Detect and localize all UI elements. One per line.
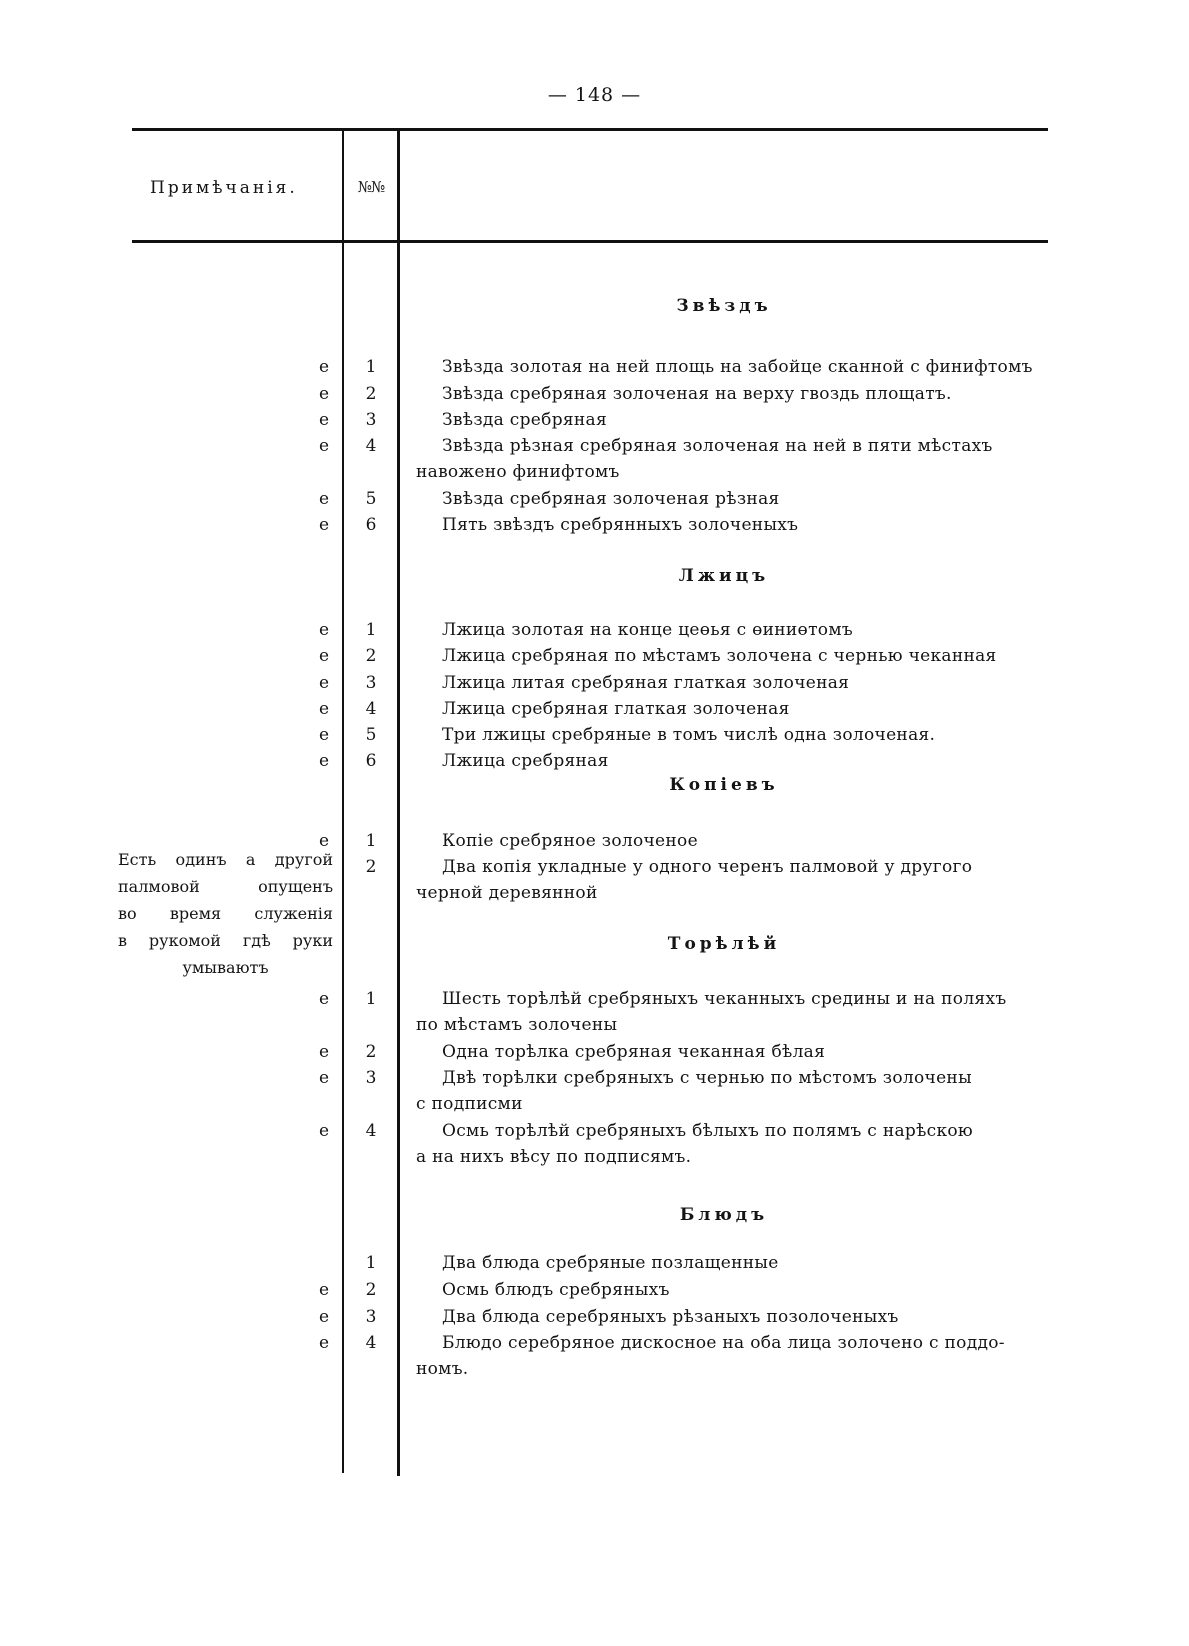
row-text: Два копія укладные у одного черенъ палмовой у другого [442, 857, 973, 877]
side-note-line: Есть одинъ а другой [118, 850, 333, 869]
inventory-row [0, 643, 1189, 669]
row-text-continuation: номъ. [416, 1359, 469, 1379]
row-note: е [318, 1042, 329, 1062]
row-text: Осмь блюдъ сребряныхъ [442, 1280, 670, 1300]
inventory-row [0, 1065, 1189, 1091]
row-number: 3 [365, 1068, 377, 1088]
section-title: Торѣлѣй [667, 934, 781, 954]
row-number: 2 [365, 1280, 377, 1300]
row-number: 2 [365, 857, 377, 877]
row-note: е [318, 1307, 329, 1327]
inventory-row [0, 1277, 1189, 1303]
row-number: 2 [365, 646, 377, 666]
inventory-row [0, 1118, 1189, 1144]
row-text: Блюдо серебряное дискосное на оба лица золочено с поддо- [442, 1333, 1005, 1353]
inventory-row [0, 748, 1189, 774]
row-text: Три лжицы сребряные в томъ числѣ одна золоченая. [442, 725, 936, 745]
row-text: Звѣзда золотая на ней площь на забойце сканной с финифтомъ [442, 357, 1033, 377]
row-note: е [318, 515, 329, 535]
inventory-row [0, 433, 1189, 459]
inventory-row [0, 512, 1189, 538]
inventory-row-continuation [0, 1144, 1189, 1170]
row-note: е [318, 410, 329, 430]
row-number: 4 [365, 699, 377, 719]
row-text: Двѣ торѣлки сребряныхъ с чернью по мѣстомъ золочены [442, 1068, 972, 1088]
inventory-row [0, 381, 1189, 407]
row-note: е [318, 1121, 329, 1141]
row-text: Копіе сребряное золоченое [442, 831, 698, 851]
inventory-row [0, 986, 1189, 1012]
row-note: е [318, 989, 329, 1009]
row-text: Лжица литая сребряная глаткая золоченая [442, 673, 850, 693]
row-text-continuation: черной деревянной [416, 883, 598, 903]
side-note-line: в рукомой гдѣ руки [118, 931, 333, 950]
row-note: е [318, 725, 329, 745]
row-note: е [318, 751, 329, 771]
notes-column-header: Примѣчанія. [150, 178, 298, 198]
row-number: 1 [365, 1253, 377, 1273]
section-title: Блюдъ [679, 1205, 769, 1225]
row-note: е [318, 384, 329, 404]
row-number: 2 [365, 384, 377, 404]
row-text-continuation: навожено финифтомъ [416, 462, 620, 482]
section-title: Лжицъ [678, 566, 770, 586]
row-text: Лжица сребряная [442, 751, 609, 771]
section-title: Копіевъ [669, 775, 779, 795]
inventory-row [0, 696, 1189, 722]
section-title: Звѣздъ [676, 296, 772, 316]
row-number: 3 [365, 410, 377, 430]
inventory-row-continuation [0, 1091, 1189, 1117]
row-note: е [318, 436, 329, 456]
row-text: Лжица сребряная глаткая золоченая [442, 699, 790, 719]
side-note-line: умываютъ [182, 958, 269, 977]
side-note-line: палмовой опущенъ [118, 877, 333, 896]
row-text: Пять звѣздъ сребрянныхъ золоченыхъ [442, 515, 799, 535]
row-text-continuation: с подписми [416, 1094, 523, 1114]
row-text: Лжица сребряная по мѣстамъ золочена с чернью чеканная [442, 646, 997, 666]
row-text-continuation: а на нихъ вѣсу по подписямъ. [416, 1147, 692, 1167]
row-text: Звѣзда сребряная [442, 410, 607, 430]
inventory-row [0, 617, 1189, 643]
row-text: Шесть торѣлѣй сребряныхъ чеканныхъ средины и на поляхъ [442, 989, 1007, 1009]
row-text: Звѣзда сребряная золоченая рѣзная [442, 489, 780, 509]
row-note: е [318, 646, 329, 666]
row-note: е [318, 1068, 329, 1088]
row-text: Лжица золотая на конце цеөья с өиниөтомъ [442, 620, 853, 640]
row-text: Два блюда серебряныхъ рѣзаныхъ позолоченыхъ [442, 1307, 899, 1327]
row-text: Одна торѣлка сребряная чеканная бѣлая [442, 1042, 826, 1062]
row-text: Осмь торѣлѣй сребряныхъ бѣлыхъ по полямъ с нарѣскою [442, 1121, 974, 1141]
row-note: е [318, 673, 329, 693]
row-number: 1 [365, 357, 377, 377]
row-note: е [318, 1333, 329, 1353]
row-number: 2 [365, 1042, 377, 1062]
row-text: Звѣзда сребряная золоченая на верху гвоздь площатъ. [442, 384, 952, 404]
row-number: 4 [365, 436, 377, 456]
row-number: 4 [365, 1333, 377, 1353]
row-number: 5 [365, 725, 377, 745]
row-number: 6 [365, 751, 377, 771]
row-number: 6 [365, 515, 377, 535]
inventory-row [0, 354, 1189, 380]
row-number: 5 [365, 489, 377, 509]
row-note: е [318, 1280, 329, 1300]
row-number: 4 [365, 1121, 377, 1141]
row-number: 1 [365, 620, 377, 640]
row-note: е [318, 357, 329, 377]
row-text: Звѣзда рѣзная сребряная золоченая на ней в пяти мѣстахъ [442, 436, 993, 456]
row-note: е [318, 699, 329, 719]
inventory-row [0, 722, 1189, 748]
row-number: 3 [365, 673, 377, 693]
row-number: 1 [365, 989, 377, 1009]
row-text-continuation: по мѣстамъ золочены [416, 1015, 618, 1035]
row-note: е [318, 831, 329, 851]
row-number: 1 [365, 831, 377, 851]
inventory-row [0, 1250, 1189, 1276]
inventory-row-continuation [0, 1356, 1189, 1382]
row-note: е [318, 620, 329, 640]
inventory-row [0, 486, 1189, 512]
page-number: — 148 — [547, 84, 642, 106]
inventory-row-continuation [0, 1012, 1189, 1038]
side-note-line: во время служенія [118, 904, 333, 923]
inventory-row [0, 1304, 1189, 1330]
inventory-row [0, 670, 1189, 696]
inventory-row-continuation [0, 459, 1189, 485]
row-number: 3 [365, 1307, 377, 1327]
side-note [118, 846, 333, 981]
numbers-column-header: №№ [357, 178, 385, 196]
inventory-row [0, 1039, 1189, 1065]
row-note: е [318, 489, 329, 509]
inventory-row [0, 407, 1189, 433]
row-text: Два блюда сребряные позлащенные [442, 1253, 779, 1273]
inventory-row [0, 1330, 1189, 1356]
